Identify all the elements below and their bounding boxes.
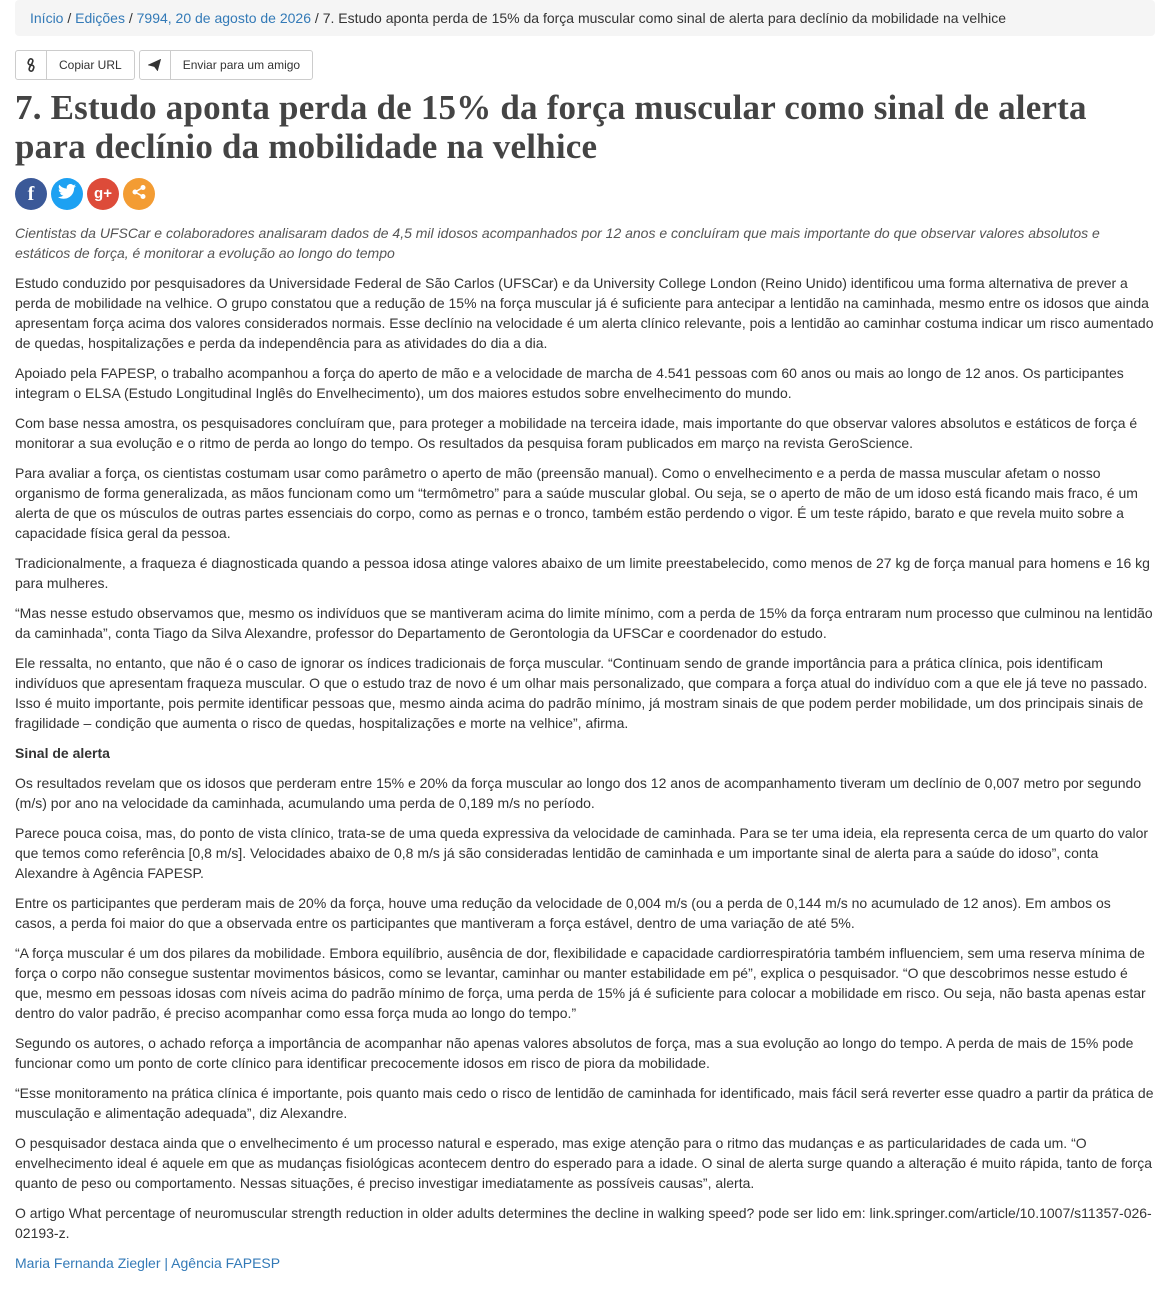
article-paragraph: Para avaliar a força, os cientistas costumam usar como parâmetro o aperto de mão (preensão manual). Como o envelhecimento e a perda de massa muscular afetam o nosso organismo de forma generalizada, as mãos funcionam como um “termômetro” para a saúde muscular global. Ou seja, se o aperto de mão de um idoso está ficando mais fraco, é um alerta de que os músculos de outras partes essenciais do corpo, como as pernas e o tronco, também estão perdendo o vigor. É um teste rápido, barato e que revela muito sobre a capacidade física geral da pessoa. bbox=[15, 465, 1138, 541]
article-paragraph: “Mas nesse estudo observamos que, mesmo os indivíduos que se mantiveram acima do limite mínimo, com a perda de 15% da força entraram num processo que culminou na lentidão da caminhada”, conta Tiago da Silva Alexandre, professor do Departamento de Gerontologia da UFSCar e coordenador do estudo. bbox=[15, 605, 1153, 641]
breadcrumb bbox=[15, 0, 1155, 36]
breadcrumb-issue-link[interactable]: 7994, 20 de agosto de 2026 bbox=[136, 10, 312, 26]
send-to-friend-label: Enviar para um amigo bbox=[182, 58, 301, 72]
article-toolbar bbox=[15, 50, 1155, 80]
breadcrumb-separator: / bbox=[311, 10, 323, 26]
article-paragraph: O artigo What percentage of neuromuscular strength reduction in older adults determines the decline in walking speed? pode ser lido em: link.springer.com/article/10.1007/s11357-026-02193-z. bbox=[15, 1205, 1152, 1241]
share-button[interactable] bbox=[123, 178, 155, 210]
article-paragraph: Segundo os autores, o achado reforça a importância de acompanhar não apenas valores absolutos de força, mas a sua evolução ao longo do tempo. A perda de mais de 15% pode funcionar como um ponto de corte clínico para identificar precocemente idosos em risco de piora da mobilidade. bbox=[15, 1035, 1134, 1071]
article-paragraph: “A força muscular é um dos pilares da mobilidade. Embora equilíbrio, ausência de dor, flexibilidade e capacidade cardiorrespiratória também influenciem, sem uma reserva mínima de força o corpo não consegue sustentar movimentos básicos, como se levantar, caminhar ou manter estabilidade em pé”, explica o pesquisador. “O que descobrimos nesse estudo é que, mesmo em pessoas idosas com níveis acima do padrão mínimo de força, uma perda de 15% já é suficiente para colocar a mobilidade em risco. Ou seja, não basta apenas estar dentro do valor padrão, é preciso acompanhar como essa força muda ao longo do tempo.” bbox=[15, 945, 1146, 1021]
article-paragraph: “Esse monitoramento na prática clínica é importante, pois quanto mais cedo o risco de lentidão de caminhada for identificado, mais fácil será reverter esse quadro a partir da prática de musculação e alimentação adequada”, diz Alexandre. bbox=[15, 1085, 1154, 1121]
share-icon bbox=[131, 184, 147, 205]
breadcrumb-current: 7. Estudo aponta perda de 15% da força muscular como sinal de alerta para declínio da mobilidade na velhice bbox=[322, 10, 1007, 26]
google-plus-icon: g+ bbox=[94, 185, 112, 202]
send-to-friend-button[interactable] bbox=[139, 50, 313, 80]
copy-url-button[interactable] bbox=[15, 50, 135, 80]
social-share-bar bbox=[15, 178, 1155, 210]
article-paragraph: Estudo conduzido por pesquisadores da Universidade Federal de São Carlos (UFSCar) e da University College London (Reino Unido) identificou uma forma alternativa de prever a perda de mobilidade na velhice. O grupo constatou que a redução de 15% na força muscular já é suficiente para antecipar a lentidão na caminhada, mesmo entre os idosos que ainda apresentam força acima dos valores considerados normais. Esse declínio na velocidade é um alerta clínico relevante, pois a lentidão ao caminhar costuma indicar um risco aumentado de quedas, hospitalizações e perda da independência para as atividades do dia a dia. bbox=[15, 275, 1154, 351]
facebook-share-button[interactable] bbox=[15, 178, 47, 210]
article-paragraph: Com base nessa amostra, os pesquisadores concluíram que, para proteger a mobilidade na terceira idade, mais importante do que observar valores absolutos e estáticos de força é monitorar a sua evolução e o ritmo de perda ao longo do tempo. Os resultados da pesquisa foram publicados em março na revista GeroScience. bbox=[15, 415, 1138, 451]
article-paragraph: Apoiado pela FAPESP, o trabalho acompanhou a força do aperto de mão e a velocidade de marcha de 4.541 pessoas com 60 anos ou mais ao longo de 12 anos. Os participantes integram o ELSA (Estudo Longitudinal Inglês do Envelhecimento), um dos maiores estudos sobre envelhecimento do mundo. bbox=[15, 365, 1124, 401]
article-paragraph: Parece pouca coisa, mas, do ponto de vista clínico, trata-se de uma queda expressiva da velocidade de caminhada. Para se ter uma ideia, ela representa cerca de um quarto do valor que temos como referência [0,8 m/s]. Velocidades abaixo de 0,8 m/s já são consideradas lentidão de caminhada e um importante sinal de alerta para a saúde do idoso”, conta Alexandre à Agência FAPESP. bbox=[15, 825, 1149, 881]
article-paragraph: Entre os participantes que perderam mais de 20% da força, houve uma redução da velocidade de 0,004 m/s (ou a perda de 0,144 m/s no acumulado de 12 anos). Em ambos os casos, a perda foi maior do que a observada entre os participantes que mantiveram a força estável, dentro de uma variação de até 5%. bbox=[15, 895, 1111, 931]
article-lead: Cientistas da UFSCar e colaboradores analisaram dados de 4,5 mil idosos acompanhados por 12 anos e concluíram que mais importante do que observar valores absolutos e estáticos de força, é monitorar a evolução ao longo do tempo bbox=[15, 225, 1100, 261]
article-paragraph: Ele ressalta, no entanto, que não é o caso de ignorar os índices tradicionais de força muscular. “Continuam sendo de grande importância para a prática clínica, pois identificam indivíduos que apresentam fraqueza muscular. O que o estudo traz de novo é um olhar mais personalizado, que compara a força atual do indivíduo com a que ele já teve no passado. Isso é muito importante, pois permite identificar pessoas que, mesmo ainda acima do padrão mínimo, já mostram sinais de que podem perder mobilidade, um dos principais sinais de fragilidade – condição que aumenta o risco de quedas, hospitalizações e morte na velhice”, afirma. bbox=[15, 655, 1148, 731]
article-paragraph: Os resultados revelam que os idosos que perderam entre 15% e 20% da força muscular ao longo dos 12 anos de acompanhamento tiveram um declínio de 0,007 metro por segundo (m/s) por ano na velocidade da caminhada, acumulando uma perda de 0,189 m/s no período. bbox=[15, 775, 1142, 811]
breadcrumb-separator: / bbox=[63, 10, 76, 26]
section-subheading: Sinal de alerta bbox=[15, 745, 110, 761]
link-icon bbox=[16, 51, 47, 79]
twitter-share-button[interactable] bbox=[51, 178, 83, 210]
copy-url-label: Copiar URL bbox=[59, 58, 122, 72]
twitter-icon bbox=[58, 184, 76, 204]
facebook-icon: f bbox=[27, 183, 35, 205]
breadcrumb-editions-link[interactable]: Edições bbox=[75, 10, 125, 26]
article-title: 7. Estudo aponta perda de 15% da força muscular como sinal de alerta para declínio da mobilidade na velhice bbox=[15, 88, 1087, 166]
google-plus-share-button[interactable] bbox=[87, 178, 119, 210]
breadcrumb-home-link[interactable]: Início bbox=[30, 10, 64, 26]
article-byline bbox=[15, 1253, 1155, 1273]
paper-plane-icon bbox=[140, 51, 171, 79]
article-paragraph: Tradicionalmente, a fraqueza é diagnosticada quando a pessoa idosa atinge valores abaixo de um limite preestabelecido, como menos de 27 kg de força manual para homens e 16 kg para mulheres. bbox=[15, 555, 1150, 591]
author-link[interactable]: Maria Fernanda Ziegler | Agência FAPESP bbox=[15, 1255, 281, 1271]
article-paragraph: O pesquisador destaca ainda que o envelhecimento é um processo natural e esperado, mas exige atenção para o ritmo das mudanças e as particularidades de cada um. “O envelhecimento ideal é aquele em que as mudanças fisiológicas acontecem dentro do esperado para a idade. O sinal de alerta surge quando a alteração é muito rápida, tanto de força quanto de peso ou comportamento. Nessas situações, é preciso investigar imediatamente as possíveis causas”, alerta. bbox=[15, 1135, 1153, 1191]
breadcrumb-separator: / bbox=[124, 10, 137, 26]
